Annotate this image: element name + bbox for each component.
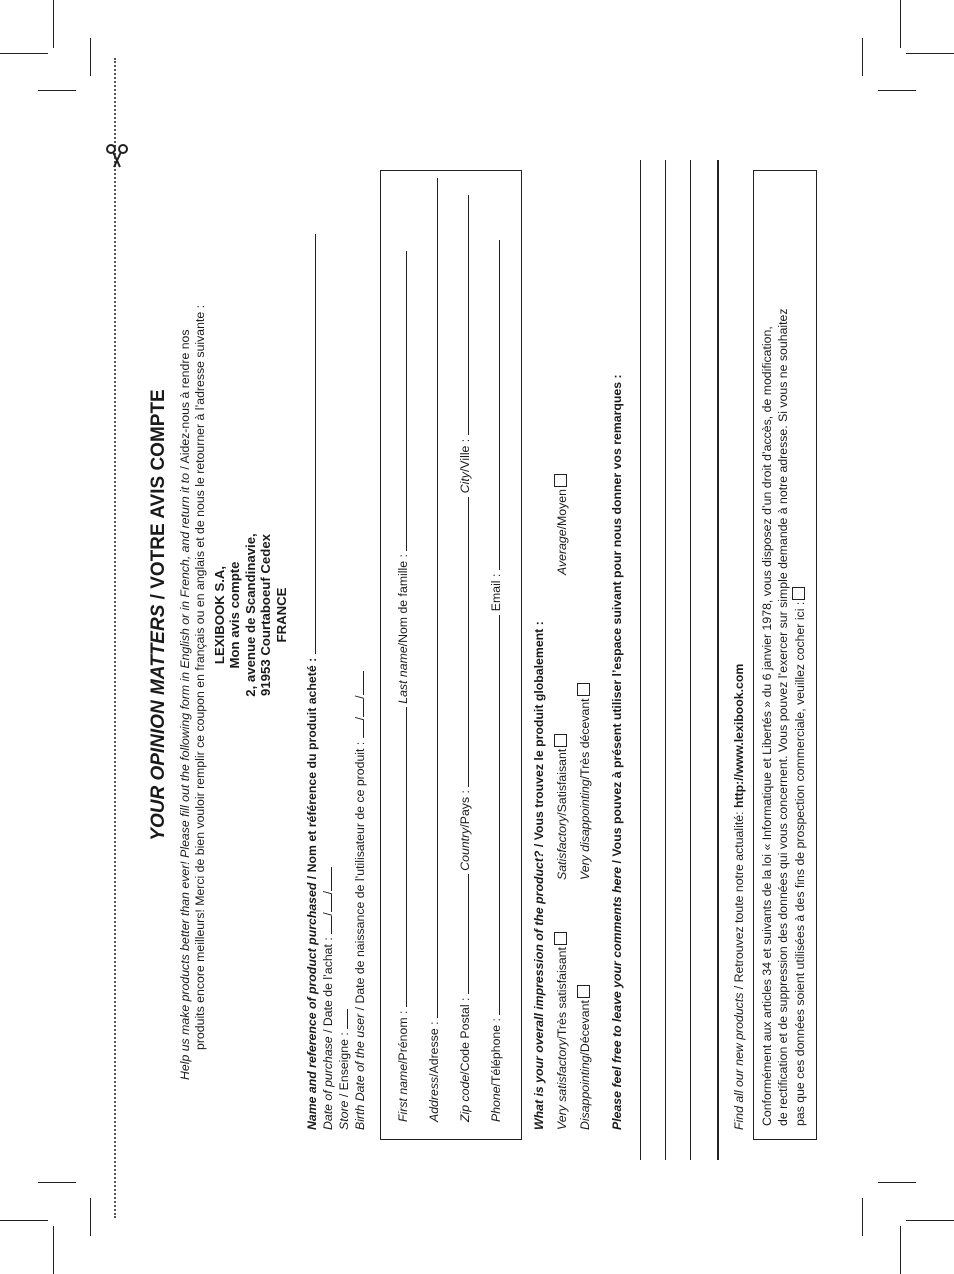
store-en: Store bbox=[337, 1100, 351, 1130]
product-heading-fr: / Nom et référence du produit acheté : bbox=[305, 657, 319, 883]
phone-en: Phone bbox=[489, 1086, 503, 1122]
title-en: YOUR OPINION MATTERS bbox=[148, 604, 169, 841]
legal-3-text: pas que ces données soient utilisées à des fins de prospection commerciale, veuillez cocher ici : bbox=[793, 601, 807, 1126]
crop-mark bbox=[906, 53, 954, 54]
website-link[interactable]: http://www.lexibook.com bbox=[732, 663, 746, 809]
comments-fr: / Vous pouvez à présent utiliser l’espace suivant pour nous donner vos remarques : bbox=[610, 374, 624, 867]
purchase-date-en: Date of purchase bbox=[321, 1036, 335, 1130]
impression-fr: / Vous trouvez le produit globalement : bbox=[532, 621, 546, 851]
opt-disap-en: Disappointing bbox=[578, 1055, 592, 1130]
form-title bbox=[148, 100, 170, 1130]
option-very-disappointing bbox=[577, 683, 592, 880]
email-label: Email : bbox=[489, 573, 503, 612]
product-name-field[interactable] bbox=[304, 234, 316, 654]
crop-mark bbox=[38, 1182, 76, 1183]
date-sep: / bbox=[353, 716, 367, 721]
crop-mark bbox=[0, 53, 48, 54]
last-name-en: Last name bbox=[396, 646, 410, 704]
cut-line bbox=[114, 58, 116, 1218]
crop-mark bbox=[90, 38, 91, 76]
birth-en: Birth Date of the user bbox=[353, 1013, 367, 1130]
purchase-month-field[interactable] bbox=[320, 894, 332, 912]
first-name-fr: /Prénom : bbox=[396, 1010, 410, 1064]
birth-fr: / Date de naissance de l’utilisateur de ce produit : bbox=[353, 741, 367, 1014]
option-very-satisfactory bbox=[554, 932, 569, 1130]
store-fr: / Enseigne : bbox=[337, 1032, 351, 1101]
phone-field[interactable] bbox=[488, 615, 500, 1015]
option-average bbox=[554, 474, 569, 575]
opt-very-sat-en: Very satisfactory bbox=[555, 1039, 569, 1130]
crop-mark bbox=[862, 38, 863, 76]
first-name-row bbox=[395, 251, 410, 1122]
comment-line[interactable] bbox=[640, 160, 641, 1160]
disappointing-checkbox[interactable] bbox=[577, 985, 590, 998]
intro-fr: Aidez-nous à rendre nos bbox=[178, 329, 192, 464]
phone-row bbox=[488, 240, 503, 1122]
country-en: Country bbox=[458, 827, 472, 871]
crop-mark bbox=[38, 90, 76, 91]
crop-mark bbox=[878, 90, 916, 91]
country-fr: /Pays : bbox=[458, 790, 472, 828]
intro-sep: / bbox=[178, 463, 192, 474]
option-satisfactory bbox=[554, 734, 569, 880]
purchase-year-field[interactable] bbox=[320, 867, 332, 891]
impression-en: What is your overall impression of the product? bbox=[532, 850, 546, 1130]
crop-mark bbox=[53, 0, 54, 48]
opt-very-disap-fr: /Très décevant bbox=[578, 698, 592, 780]
address-line-2: Mon avis compte bbox=[227, 561, 242, 669]
address-fr: /Adresse : bbox=[427, 1021, 441, 1077]
title-fr: / VOTRE AVIS COMPTE bbox=[148, 389, 169, 605]
comment-line[interactable] bbox=[665, 160, 666, 1160]
comment-line[interactable] bbox=[717, 160, 719, 1160]
store-field[interactable] bbox=[336, 1009, 348, 1029]
phone-fr: /Téléphone : bbox=[489, 1018, 503, 1087]
opt-very-sat-fr: /Très satisfaisant bbox=[555, 947, 569, 1040]
impression-heading bbox=[532, 621, 546, 1130]
purchase-date-fr: / Date de l’achat : bbox=[321, 937, 335, 1037]
scissors-icon bbox=[104, 143, 130, 169]
legal-line-1: Conformément aux articles 34 et suivants de la loi « Informatique et Libertés » du 6 janvier 1978, vous disposez d’un droit d’accès, de modification, bbox=[760, 326, 774, 1126]
date-sep: / bbox=[321, 912, 335, 916]
find-en: Find all our new products bbox=[732, 992, 746, 1130]
very-satisfactory-checkbox[interactable] bbox=[554, 932, 567, 945]
crop-mark bbox=[878, 1182, 916, 1183]
intro-en: Help us make products better than ever! Please fill out the following form in English or in French, and return it to bbox=[178, 473, 192, 1080]
legal-line-2: de rectification et de suppression des données qui vous concernent. Vous pouvez l’exercer sur simple demande à notre adresse. Si vous ne souhaitez bbox=[776, 308, 790, 1126]
opt-avg-en: Average bbox=[555, 529, 569, 575]
comments-en: Please feel free to leave your comments here bbox=[610, 866, 624, 1130]
address-line-4: 91953 Courtaboeuf Cedex bbox=[258, 534, 273, 696]
very-disappointing-checkbox[interactable] bbox=[577, 683, 590, 696]
birth-year-field[interactable] bbox=[352, 671, 364, 695]
first-name-field[interactable] bbox=[395, 707, 407, 1007]
crop-mark bbox=[900, 1226, 901, 1274]
zip-field[interactable] bbox=[457, 874, 469, 994]
address-line-5: FRANCE bbox=[274, 587, 289, 643]
city-fr: /Ville : bbox=[458, 438, 472, 473]
intro-line-1 bbox=[178, 329, 193, 1080]
address-field[interactable] bbox=[426, 178, 438, 1018]
address-line-1: LEXIBOOK S.A, bbox=[212, 565, 227, 665]
email-field[interactable] bbox=[488, 240, 500, 570]
comment-line[interactable] bbox=[690, 160, 691, 1160]
country-field[interactable] bbox=[457, 497, 469, 787]
crop-mark bbox=[90, 1198, 91, 1236]
intro-line-2: produits encore meilleurs! Merci de bien vouloir remplir ce coupon en français ou en anglais et de nous le retourner à l’adresse suivante : bbox=[193, 304, 207, 1050]
legal-line-3 bbox=[792, 587, 807, 1126]
crop-mark bbox=[906, 1220, 954, 1221]
zip-row bbox=[457, 195, 472, 1122]
zip-en: Zip code bbox=[458, 1074, 472, 1122]
find-products-line bbox=[732, 664, 746, 1130]
comments-heading bbox=[610, 374, 624, 1130]
find-fr: / Retrouvez toute notre actualité: bbox=[732, 808, 746, 993]
city-field[interactable] bbox=[457, 195, 469, 435]
purchase-date-row bbox=[320, 867, 335, 1130]
birth-date-row bbox=[352, 671, 367, 1130]
product-heading bbox=[304, 234, 319, 1130]
zip-fr: /Code Postal : bbox=[458, 997, 472, 1075]
first-name-en: First name bbox=[396, 1063, 410, 1122]
average-checkbox[interactable] bbox=[554, 474, 567, 487]
last-name-field[interactable] bbox=[395, 251, 407, 551]
date-sep: / bbox=[321, 890, 335, 895]
opt-avg-fr: /Moyen bbox=[555, 489, 569, 530]
last-name-fr: /Nom de famille : bbox=[396, 554, 410, 647]
opt-sat-fr: /Satisfaisant bbox=[555, 748, 569, 816]
birth-month-field[interactable] bbox=[352, 699, 364, 717]
option-disappointing bbox=[577, 985, 592, 1130]
opt-very-disap-en: Very disappointing bbox=[578, 779, 592, 880]
date-sep: / bbox=[353, 695, 367, 699]
satisfactory-checkbox[interactable] bbox=[554, 734, 567, 747]
crop-mark bbox=[900, 0, 901, 48]
opt-disap-fr: /Décevant bbox=[578, 1000, 592, 1056]
purchase-day-field[interactable] bbox=[320, 916, 332, 934]
coupon-form bbox=[140, 100, 840, 1130]
birth-day-field[interactable] bbox=[352, 720, 364, 738]
address-line-3: 2, avenue de Scandinavie, bbox=[243, 533, 258, 697]
store-row bbox=[336, 1009, 351, 1130]
crop-mark bbox=[53, 1226, 54, 1274]
opt-out-checkbox[interactable] bbox=[792, 587, 805, 600]
address-row bbox=[426, 178, 441, 1122]
opt-sat-en: Satisfactory bbox=[555, 815, 569, 880]
city-en: City bbox=[458, 472, 472, 494]
address-en: Address bbox=[427, 1076, 441, 1122]
crop-mark bbox=[0, 1220, 48, 1221]
product-heading-en: Name and reference of product purchased bbox=[305, 882, 319, 1130]
crop-mark bbox=[862, 1198, 863, 1236]
